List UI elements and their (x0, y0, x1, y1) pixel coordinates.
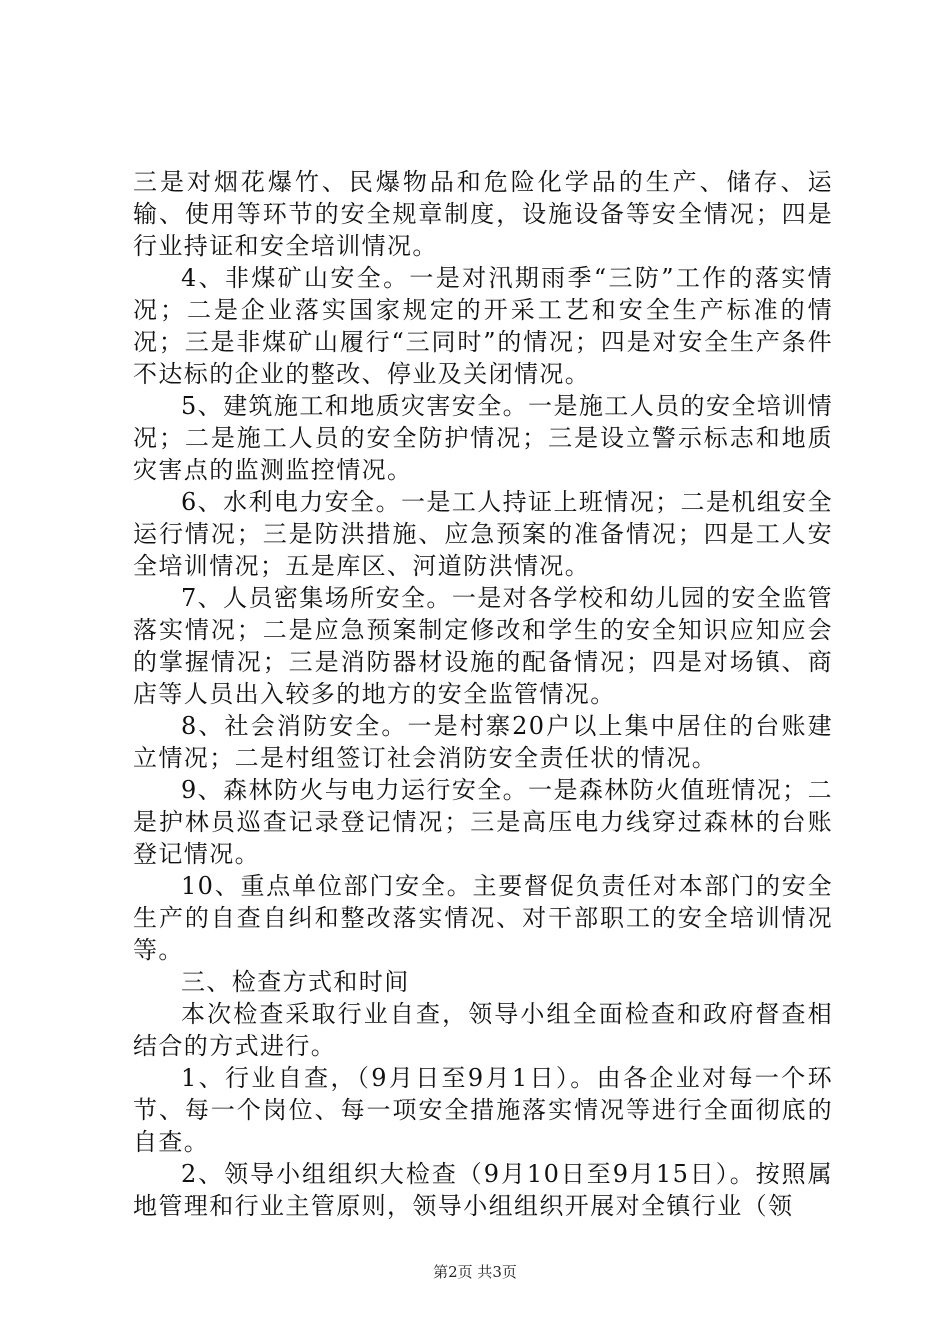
document-body (133, 166, 833, 1222)
paragraph: 5、建筑施工和地质灾害安全。一是施工人员的安全培训情况；二是施工人员的安全防护情况；三是设立警示标志和地质灾害点的监测监控情况。 (133, 392, 833, 484)
paragraph: 10、重点单位部门安全。主要督促负责任对本部门的安全生产的自查自纠和整改落实情况、对干部职工的安全培训情况等。 (133, 872, 833, 964)
paragraph: 9、森林防火与电力运行安全。一是森林防火值班情况；二是护林员巡查记录登记情况；三是高压电力线穿过森林的台账登记情况。 (133, 776, 833, 868)
page-number-footer: 第2页 共3页 (433, 1263, 517, 1281)
paragraph: 4、非煤矿山安全。一是对汛期雨季“三防”工作的落实情况；二是企业落实国家规定的开采工艺和安全生产标准的情况；三是非煤矿山履行“三同时”的情况；四是对安全生产条件不达标的企业的整改、停业及关闭情况。 (133, 264, 833, 388)
paragraph: 1、行业自查，（9月日至9月1日）。由各企业对每一个环节、每一个岗位、每一项安全措施落实情况等进行全面彻底的自查。 (133, 1064, 833, 1156)
paragraph: 2、领导小组组织大检查（9月10日至9月15日）。按照属地管理和行业主管原则，领导小组组织开展对全镇行业（领 (133, 1160, 833, 1220)
paragraph: 三是对烟花爆竹、民爆物品和危险化学品的生产、储存、运输、使用等环节的安全规章制度，设施设备等安全情况；四是行业持证和安全培训情况。 (133, 168, 833, 260)
paragraph: 本次检查采取行业自查，领导小组全面检查和政府督查相结合的方式进行。 (133, 1000, 833, 1060)
paragraph: 6、水利电力安全。一是工人持证上班情况；二是机组安全运行情况；三是防洪措施、应急预案的准备情况；四是工人安全培训情况；五是库区、河道防洪情况。 (133, 488, 833, 580)
section-heading: 三、检查方式和时间 (181, 968, 410, 996)
paragraph: 7、人员密集场所安全。一是对各学校和幼儿园的安全监管落实情况；二是应急预案制定修改和学生的安全知识应知应会的掌握情况；三是消防器材设施的配备情况；四是对场镇、商店等人员出入较多的地方的安全监管情况。 (133, 584, 833, 708)
paragraph: 8、社会消防安全。一是村寨20户以上集中居住的台账建立情况；二是村组签订社会消防安全责任状的情况。 (133, 712, 833, 772)
